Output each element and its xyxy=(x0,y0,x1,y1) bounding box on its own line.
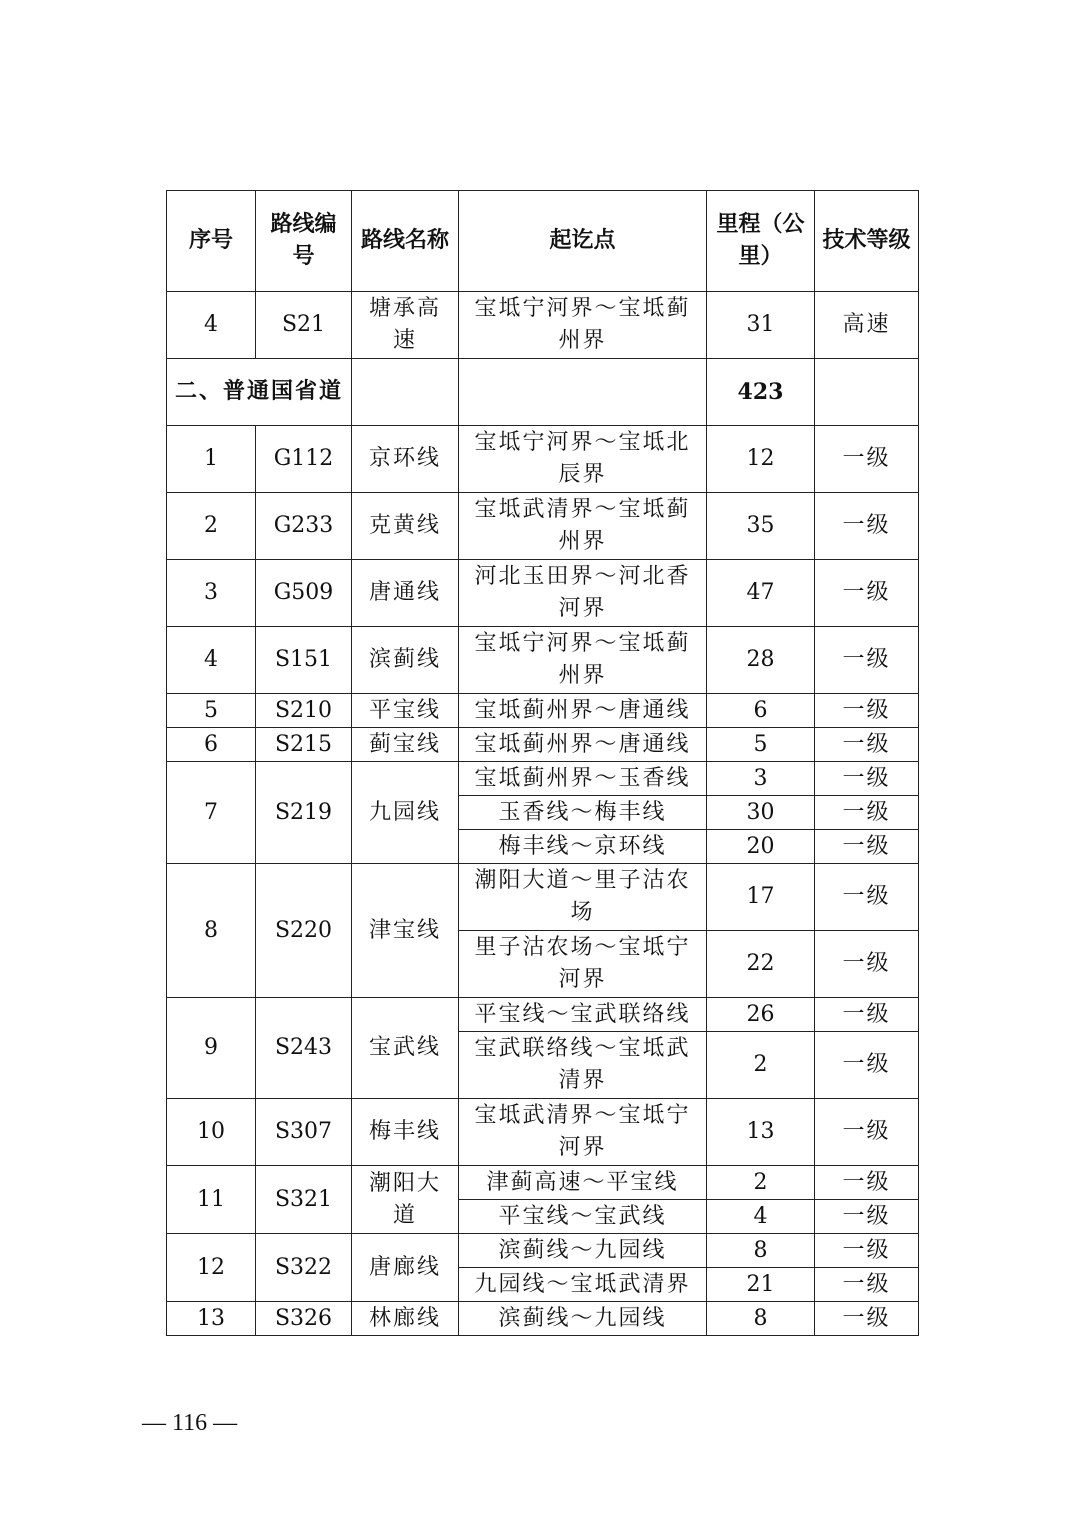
cell-name: 蓟宝线 xyxy=(352,728,459,762)
cell-km: 5 xyxy=(707,728,815,762)
cell-seq: 9 xyxy=(167,998,256,1099)
cell-empty xyxy=(352,359,459,426)
cell-km: 12 xyxy=(707,426,815,493)
cell-route: 宝武联络线～宝坻武清界 xyxy=(459,1032,707,1099)
table-row xyxy=(167,864,919,931)
cell-name: 平宝线 xyxy=(352,694,459,728)
cell-grade: 一级 xyxy=(815,1099,919,1166)
table-row xyxy=(167,1099,919,1166)
cell-route: 宝坻宁河界～宝坻蓟州界 xyxy=(459,292,707,359)
cell-grade: 一级 xyxy=(815,694,919,728)
table-row xyxy=(167,1166,919,1200)
cell-km: 28 xyxy=(707,627,815,694)
cell-grade: 一级 xyxy=(815,1234,919,1268)
cell-grade: 高速 xyxy=(815,292,919,359)
cell-km: 4 xyxy=(707,1200,815,1234)
cell-route: 河北玉田界～河北香河界 xyxy=(459,560,707,627)
cell-seq: 3 xyxy=(167,560,256,627)
cell-code: S215 xyxy=(256,728,352,762)
cell-name: 克黄线 xyxy=(352,493,459,560)
cell-grade: 一级 xyxy=(815,1166,919,1200)
cell-route: 宝坻蓟州界～唐通线 xyxy=(459,694,707,728)
cell-code: S151 xyxy=(256,627,352,694)
cell-route: 宝坻武清界～宝坻蓟州界 xyxy=(459,493,707,560)
cell-seq: 1 xyxy=(167,426,256,493)
cell-seq: 11 xyxy=(167,1166,256,1234)
cell-code: G509 xyxy=(256,560,352,627)
cell-code: S322 xyxy=(256,1234,352,1302)
cell-seq: 4 xyxy=(167,627,256,694)
cell-seq: 4 xyxy=(167,292,256,359)
cell-grade: 一级 xyxy=(815,560,919,627)
cell-name: 九园线 xyxy=(352,762,459,864)
cell-km: 17 xyxy=(707,864,815,931)
header-start-end: 起讫点 xyxy=(459,191,707,292)
cell-km: 20 xyxy=(707,830,815,864)
cell-km: 3 xyxy=(707,762,815,796)
cell-seq: 13 xyxy=(167,1302,256,1336)
cell-km: 47 xyxy=(707,560,815,627)
cell-code: S307 xyxy=(256,1099,352,1166)
cell-route: 玉香线～梅丰线 xyxy=(459,796,707,830)
cell-km: 8 xyxy=(707,1302,815,1336)
cell-grade: 一级 xyxy=(815,762,919,796)
table-row xyxy=(167,1234,919,1268)
cell-seq: 7 xyxy=(167,762,256,864)
cell-name: 林廊线 xyxy=(352,1302,459,1336)
cell-name: 塘承高速 xyxy=(352,292,459,359)
cell-name: 潮阳大道 xyxy=(352,1166,459,1234)
cell-route: 平宝线～宝武联络线 xyxy=(459,998,707,1032)
cell-route: 宝坻蓟州界～玉香线 xyxy=(459,762,707,796)
cell-km: 31 xyxy=(707,292,815,359)
cell-grade: 一级 xyxy=(815,728,919,762)
section-label: 二、普通国省道 xyxy=(167,359,352,426)
table-row xyxy=(167,1302,919,1336)
cell-grade: 一级 xyxy=(815,426,919,493)
table-row xyxy=(167,292,919,359)
cell-seq: 5 xyxy=(167,694,256,728)
cell-name: 滨蓟线 xyxy=(352,627,459,694)
cell-empty xyxy=(459,359,707,426)
table-row xyxy=(167,728,919,762)
page-number: — 116 — xyxy=(142,1410,238,1436)
cell-code: S21 xyxy=(256,292,352,359)
cell-name: 唐通线 xyxy=(352,560,459,627)
cell-km: 2 xyxy=(707,1166,815,1200)
cell-km: 6 xyxy=(707,694,815,728)
cell-km: 2 xyxy=(707,1032,815,1099)
header-seq: 序号 xyxy=(167,191,256,292)
cell-grade: 一级 xyxy=(815,627,919,694)
header-mileage: 里程（公里） xyxy=(707,191,815,292)
cell-km: 8 xyxy=(707,1234,815,1268)
table-row xyxy=(167,998,919,1032)
cell-km: 26 xyxy=(707,998,815,1032)
cell-route: 梅丰线～京环线 xyxy=(459,830,707,864)
cell-route: 宝坻武清界～宝坻宁河界 xyxy=(459,1099,707,1166)
table-row xyxy=(167,762,919,796)
table-row xyxy=(167,694,919,728)
cell-route: 宝坻宁河界～宝坻北辰界 xyxy=(459,426,707,493)
cell-route: 宝坻蓟州界～唐通线 xyxy=(459,728,707,762)
cell-route: 滨蓟线～九园线 xyxy=(459,1234,707,1268)
cell-empty xyxy=(815,359,919,426)
cell-grade: 一级 xyxy=(815,864,919,931)
cell-km: 21 xyxy=(707,1268,815,1302)
cell-route: 津蓟高速～平宝线 xyxy=(459,1166,707,1200)
road-table xyxy=(166,190,919,1336)
cell-code: S219 xyxy=(256,762,352,864)
cell-route: 里子沽农场～宝坻宁河界 xyxy=(459,931,707,998)
header-tech-grade: 技术等级 xyxy=(815,191,919,292)
cell-code: S321 xyxy=(256,1166,352,1234)
cell-grade: 一级 xyxy=(815,830,919,864)
cell-code: S243 xyxy=(256,998,352,1099)
cell-name: 梅丰线 xyxy=(352,1099,459,1166)
cell-route: 九园线～宝坻武清界 xyxy=(459,1268,707,1302)
section-km: 423 xyxy=(707,359,815,426)
cell-km: 30 xyxy=(707,796,815,830)
cell-seq: 12 xyxy=(167,1234,256,1302)
cell-code: S326 xyxy=(256,1302,352,1336)
table-row xyxy=(167,493,919,560)
table-row xyxy=(167,560,919,627)
header-row xyxy=(167,191,919,292)
cell-seq: 8 xyxy=(167,864,256,998)
cell-code: S210 xyxy=(256,694,352,728)
cell-route: 潮阳大道～里子沽农场 xyxy=(459,864,707,931)
section-row xyxy=(167,359,919,426)
cell-grade: 一级 xyxy=(815,1200,919,1234)
table-row xyxy=(167,426,919,493)
cell-grade: 一级 xyxy=(815,493,919,560)
cell-grade: 一级 xyxy=(815,796,919,830)
cell-grade: 一级 xyxy=(815,1032,919,1099)
cell-code: S220 xyxy=(256,864,352,998)
cell-km: 22 xyxy=(707,931,815,998)
cell-code: G112 xyxy=(256,426,352,493)
cell-seq: 2 xyxy=(167,493,256,560)
cell-grade: 一级 xyxy=(815,931,919,998)
cell-grade: 一级 xyxy=(815,998,919,1032)
cell-seq: 6 xyxy=(167,728,256,762)
cell-seq: 10 xyxy=(167,1099,256,1166)
cell-km: 35 xyxy=(707,493,815,560)
cell-route: 宝坻宁河界～宝坻蓟州界 xyxy=(459,627,707,694)
cell-grade: 一级 xyxy=(815,1268,919,1302)
cell-km: 13 xyxy=(707,1099,815,1166)
cell-grade: 一级 xyxy=(815,1302,919,1336)
cell-name: 京环线 xyxy=(352,426,459,493)
cell-code: G233 xyxy=(256,493,352,560)
cell-route: 平宝线～宝武线 xyxy=(459,1200,707,1234)
header-route-code: 路线编号 xyxy=(256,191,352,292)
header-route-name: 路线名称 xyxy=(352,191,459,292)
cell-name: 唐廊线 xyxy=(352,1234,459,1302)
table-row xyxy=(167,627,919,694)
cell-name: 宝武线 xyxy=(352,998,459,1099)
cell-name: 津宝线 xyxy=(352,864,459,998)
cell-route: 滨蓟线～九园线 xyxy=(459,1302,707,1336)
